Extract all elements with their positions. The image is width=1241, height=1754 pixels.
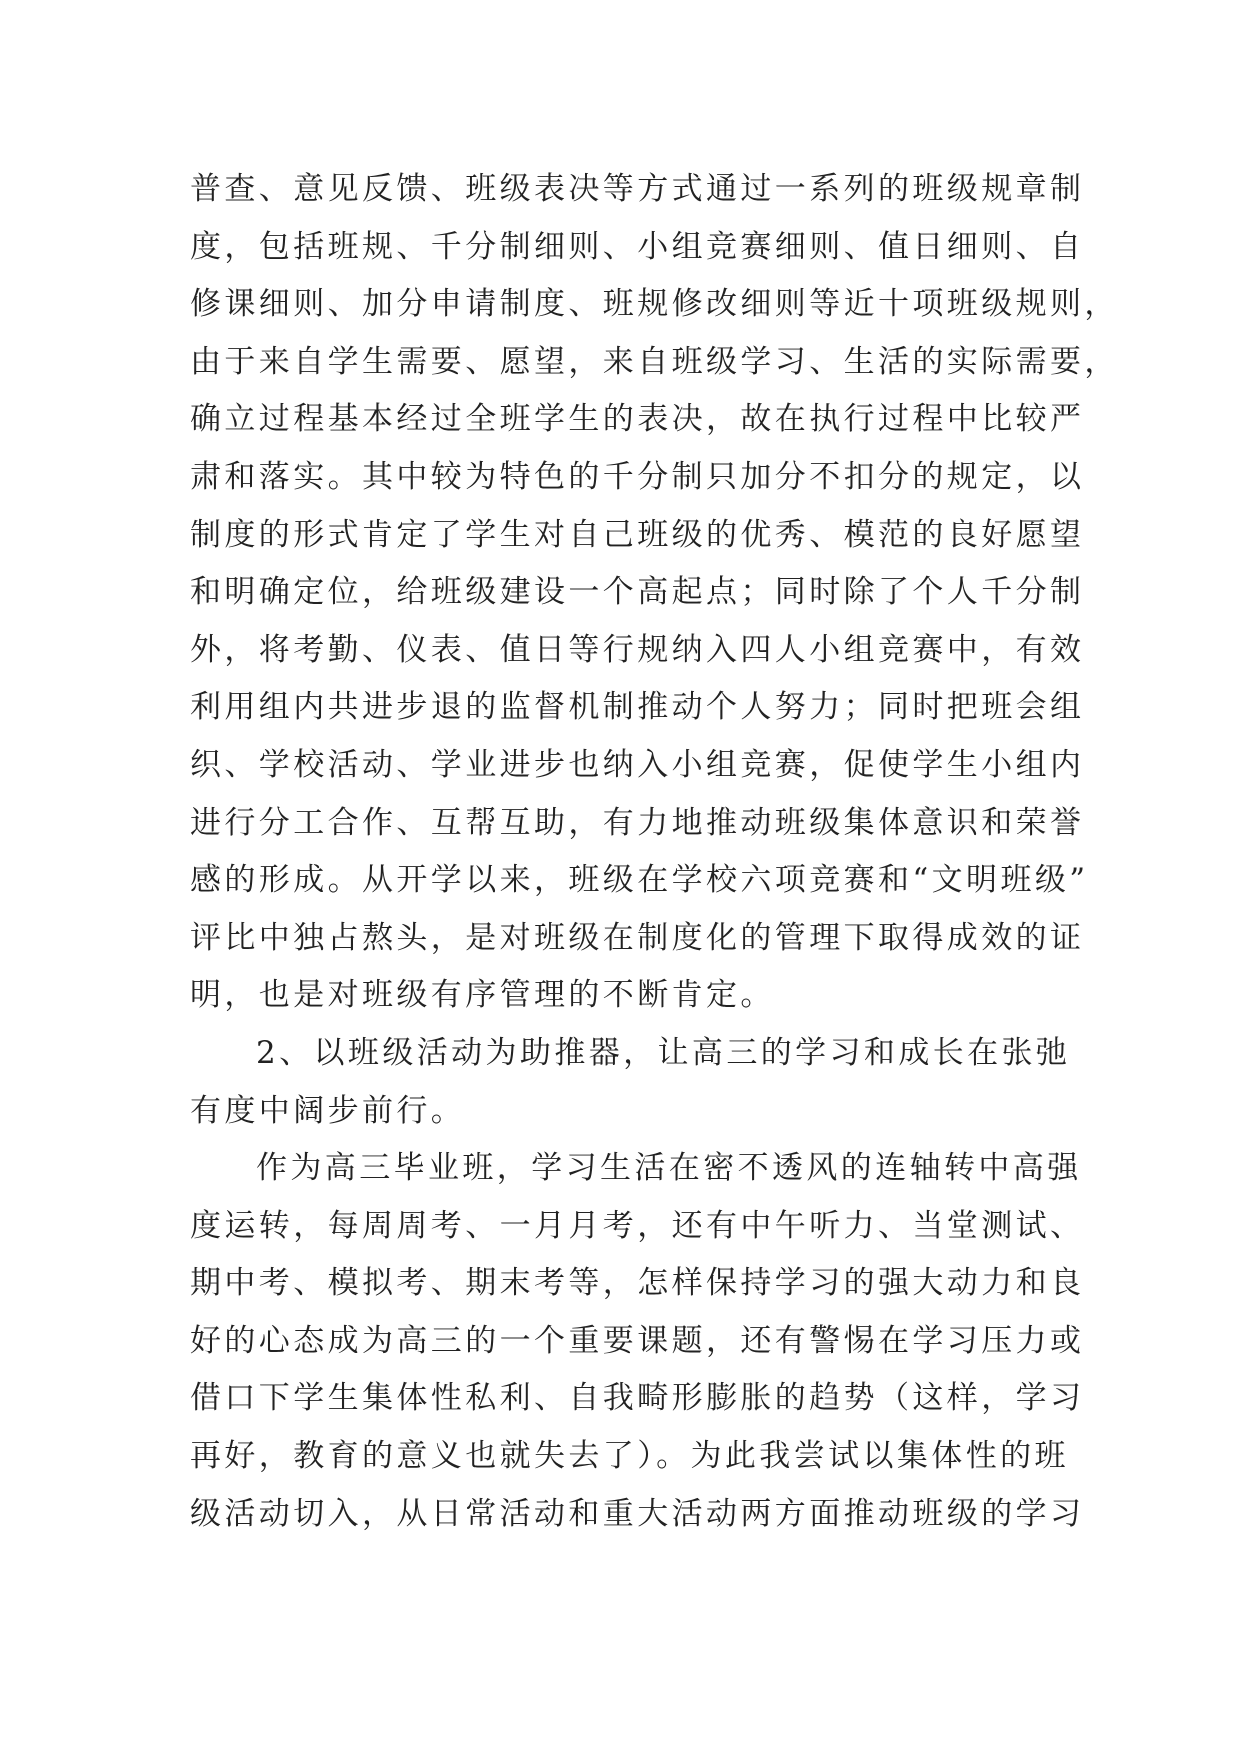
section-heading-line: 2、以班级活动为助推器，让高三的学习和成长在张弛 — [256, 1034, 1071, 1071]
text-line: 织、学校活动、学业进步也纳入小组竞赛，促使学生小组内 — [190, 746, 1085, 783]
section-heading-line: 有度中阔步前行。 — [190, 1092, 466, 1129]
text-line: 制度的形式肯定了学生对自己班级的优秀、模范的良好愿望 — [190, 516, 1085, 553]
text-line: 和明确定位，给班级建设一个高起点；同时除了个人千分制 — [190, 574, 1085, 611]
text-line: 明，也是对班级有序管理的不断肯定。 — [190, 977, 775, 1014]
text-line: 作为高三毕业班，学习生活在密不透风的连轴转中高强 — [256, 1150, 1082, 1187]
text-line: 期中考、模拟考、期末考等，怎样保持学习的强大动力和良 — [190, 1265, 1085, 1302]
text-line: 感的形成。从开学以来，班级在学校六项竞赛和“文明班级” — [190, 862, 1089, 899]
text-line: 再好，教育的意义也就失去了）。为此我尝试以集体性的班 — [190, 1438, 1069, 1475]
text-line: 由于来自学生需要、愿望，来自班级学习、生活的实际需要， — [190, 343, 1119, 380]
text-line: 借口下学生集体性私利、自我畸形膨胀的趋势（这样，学习 — [190, 1380, 1085, 1417]
text-line: 度运转，每周周考、一月月考，还有中午听力、当堂测试、 — [190, 1207, 1085, 1244]
text-line: 好的心态成为高三的一个重要课题，还有警惕在学习压力或 — [190, 1322, 1085, 1359]
text-line: 进行分工合作、互帮互助，有力地推动班级集体意识和荣誉 — [190, 804, 1085, 841]
text-line: 级活动切入，从日常活动和重大活动两方面推动班级的学习 — [190, 1495, 1085, 1532]
text-line: 利用组内共进步退的监督机制推动个人努力；同时把班会组 — [190, 689, 1085, 726]
text-line: 外，将考勤、仪表、值日等行规纳入四人小组竞赛中，有效 — [190, 631, 1085, 668]
body-text — [190, 161, 1119, 1543]
text-line: 肃和落实。其中较为特色的千分制只加分不扣分的规定，以 — [190, 458, 1085, 495]
text-line: 修课细则、加分申请制度、班规修改细则等近十项班级规则， — [190, 286, 1119, 323]
text-line: 普查、意见反馈、班级表决等方式通过一系列的班级规章制 — [190, 171, 1085, 207]
text-line: 度，包括班规、千分制细则、小组竞赛细则、值日细则、自 — [190, 228, 1085, 265]
text-line: 确立过程基本经过全班学生的表决，故在执行过程中比较严 — [190, 401, 1085, 438]
text-line: 评比中独占熬头，是对班级在制度化的管理下取得成效的证 — [190, 919, 1085, 956]
